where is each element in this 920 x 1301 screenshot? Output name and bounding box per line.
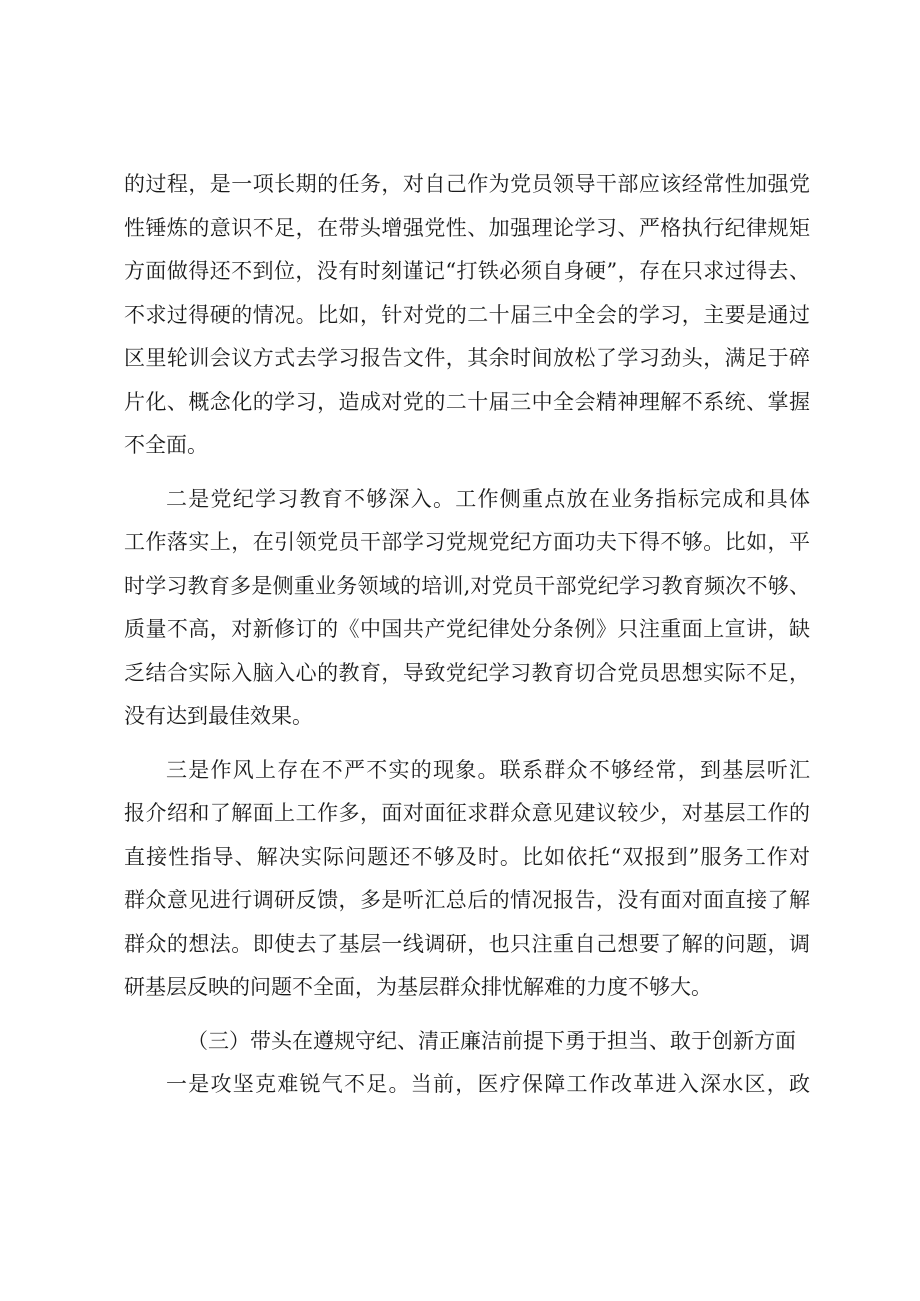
paragraph-reform: [124, 1063, 810, 1107]
text-line: 不求过得硬的情况。比如，针对党的二十届三中全会的学习，主要是通过: [124, 302, 810, 327]
text-line: 方面做得还不到位，没有时刻谨记“打铁必须自身硬”，存在只求过得去、: [124, 259, 810, 283]
text-line: 没有达到最佳效果。: [124, 704, 313, 728]
paragraph-style: [124, 749, 810, 1010]
text-line: 的过程，是一项长期的任务，对自己作为党员领导干部应该经常性加强党: [124, 172, 810, 196]
paragraph-continuation: [124, 163, 810, 468]
paragraph-discipline: [124, 478, 810, 739]
section-heading: [124, 1020, 810, 1064]
text-line: 三是作风上存在不严不实的现象。联系群众不够经常，到基层听汇: [166, 757, 810, 782]
text-line: 群众的想法。即使去了基层一线调研，也只注重自己想要了解的问题，调: [124, 931, 810, 956]
text-line: 二是党纪学习教育不够深入。工作侧重点放在业务指标完成和具体: [166, 486, 810, 511]
text-line: 研基层反映的问题不全面，为基层群众排忧解难的力度不够大。: [124, 975, 712, 999]
text-line: 群众意见进行调研反馈，多是听汇总后的情况报告，没有面对面直接了解: [124, 888, 810, 912]
text-line: 不全面。: [124, 433, 208, 457]
text-line: 乏结合实际入脑入心的教育，导致党纪学习教育切合党员思想实际不足，: [124, 660, 810, 685]
text-line: 区里轮训会议方式去学习报告文件，其余时间放松了学习劲头，满足于碎: [124, 346, 810, 370]
document-body: [124, 163, 810, 1107]
text-line: 工作落实上，在引领党员干部学习党规党纪方面功夫下得不够。比如，平: [124, 530, 810, 554]
text-line: 片化、概念化的学习，造成对党的二十届三中全会精神理解不系统、掌握: [124, 389, 810, 414]
text-line: 一是攻坚克难锐气不足。当前，医疗保障工作改革进入深水区，政: [166, 1072, 810, 1096]
text-line: 时学习教育多是侧重业务领域的培训,对党员干部党纪学习教育频次不够、: [124, 573, 810, 598]
text-line: 报介绍和了解面上工作多，面对面征求群众意见建议较少，对基层工作的: [124, 801, 810, 825]
text-line: 性锤炼的意识不足，在带头增强党性、加强理论学习、严格执行纪律规矩: [124, 215, 810, 240]
text-line: 直接性指导、解决实际问题还不够及时。比如依托“双报到”服务工作对: [124, 844, 810, 869]
section-heading-text: （三）带头在遵规守纪、清正廉洁前提下勇于担当、敢于创新方面: [187, 1028, 796, 1053]
text-line: 质量不高，对新修订的《中国共产党纪律处分条例》只注重面上宣讲，缺: [124, 617, 810, 641]
